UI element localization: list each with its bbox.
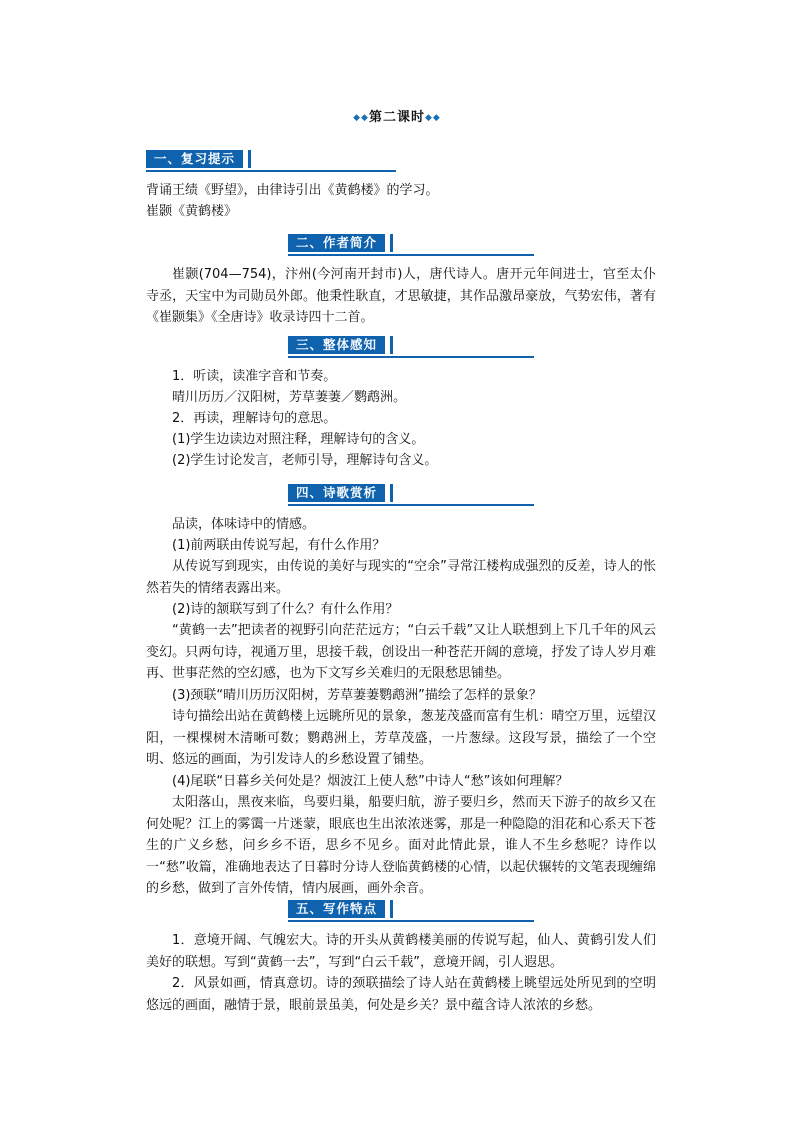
section-header-appreciation xyxy=(288,484,534,506)
paragraph: 1．意境开阔、气魄宏大。诗的开头从黄鹤楼美丽的传说写起，仙人、黄鹤引发人们美好的联想。写到“黄鹤一去”，写到“白云千载”，意境开阔，引人遐思。 xyxy=(146,933,656,970)
question: (3)颈联“晴川历历汉阳树，芳草萋萋鹦鹉洲”描绘了怎样的景象？ xyxy=(172,688,542,703)
text-line: 背诵王绩《野望》，由律诗引出《黄鹤楼》的学习。 xyxy=(146,183,439,198)
answer: 从传说写到现实，由传说的美好与现实的“空余”寻常江楼构成强烈的反差，诗人的怅然若失的情绪表露出来。 xyxy=(146,559,656,596)
paragraph: 崔颢(704—754)，汴州(今河南开封市)人，唐代诗人。唐开元年间进士，官至太仆寺丞，天宝中为司勋员外郎。他秉性耿直，才思敏捷，其作品激昂豪放，气势宏伟，著有《崔颢集》《全唐诗》收录诗四十二首。 xyxy=(146,267,656,326)
divider xyxy=(288,920,534,922)
diamond-ornament-icon: ◆◆ xyxy=(425,113,441,123)
text-line: 2．再读，理解诗句的意思。 xyxy=(172,411,337,426)
divider xyxy=(288,504,534,506)
divider xyxy=(288,254,534,256)
text-line: 1．听读，读准字音和节奏。 xyxy=(172,369,337,384)
divider xyxy=(146,170,396,172)
question: (4)尾联“日暮乡关何处是？烟波江上使人愁”中诗人“愁”该如何理解？ xyxy=(172,774,569,789)
text-line: 崔颢《黄鹤楼》 xyxy=(146,204,238,219)
section-title: 三、整体感知 xyxy=(288,336,385,354)
text-line: (2)学生讨论发言，老师引导，理解诗句含义。 xyxy=(172,453,438,468)
section-header-author xyxy=(288,234,534,256)
text-line: (1)学生边读边对照注释，理解诗句的含义。 xyxy=(172,432,425,447)
text-line: 品读，体味诗中的情感。 xyxy=(172,517,316,532)
answer: 诗句描绘出站在黄鹤楼上远眺所见的景象，葱茏茂盛而富有生机：晴空万里，远望汉阳，一棵棵树木清晰可数；鹦鹉洲上，芳草茂盛，一片葱绿。这段写景，描绘了一个空明、悠远的画面，为引发诗人的乡愁设置了铺垫。 xyxy=(146,709,656,768)
question: (1)前两联由传说写起，有什么作用？ xyxy=(172,538,386,553)
section-title: 五、写作特点 xyxy=(288,900,385,918)
section-title: 二、作者简介 xyxy=(288,234,385,252)
answer: 太阳落山，黑夜来临，鸟要归巢，船要归航，游子要归乡，然而天下游子的故乡又在何处呢？江上的雾霭一片迷蒙，眼底也生出浓浓迷雾，那是一种隐隐的泪花和心系天下苍生的广义乡愁，问乡乡不语，思乡不见乡。面对此情此景，谁人不生乡愁呢？诗作以一“愁”收篇，准确地表达了日暮时分诗人登临黄鹤楼的心情，以起伏辗转的文笔表现缠绵的乡愁，做到了言外传情，情内展画，画外余音。 xyxy=(146,795,656,897)
section-header-overview xyxy=(288,336,534,358)
page-title: ◆◆第二课时◆◆ xyxy=(353,110,441,125)
question: (2)诗的颔联写到了什么？有什么作用？ xyxy=(172,602,399,617)
paragraph: 2．风景如画，情真意切。诗的颈联描绘了诗人站在黄鹤楼上眺望远处所见到的空明悠远的画面，融情于景，眼前景虽美，何处是乡关？景中蕴含诗人浓浓的乡愁。 xyxy=(146,976,656,1013)
section-title: 一、复习提示 xyxy=(146,150,243,168)
text-line: 晴川历历／汉阳树，芳草萋萋／鹦鹉洲。 xyxy=(172,390,407,405)
section-title: 四、诗歌赏析 xyxy=(288,484,385,502)
section-header-writing xyxy=(288,900,534,922)
divider xyxy=(288,356,534,358)
diamond-ornament-icon: ◆◆ xyxy=(353,113,369,123)
section-header-review xyxy=(146,150,396,172)
answer: “黄鹤一去”把读者的视野引向茫茫远方；“白云千载”又让人联想到上下几千年的风云变幻。只两句诗，视通万里，思接千载，创设出一种苍茫开阔的意境，抒发了诗人岁月难再、世事茫然的空幻感，也为下文写乡关难归的无限愁思铺垫。 xyxy=(146,623,656,682)
